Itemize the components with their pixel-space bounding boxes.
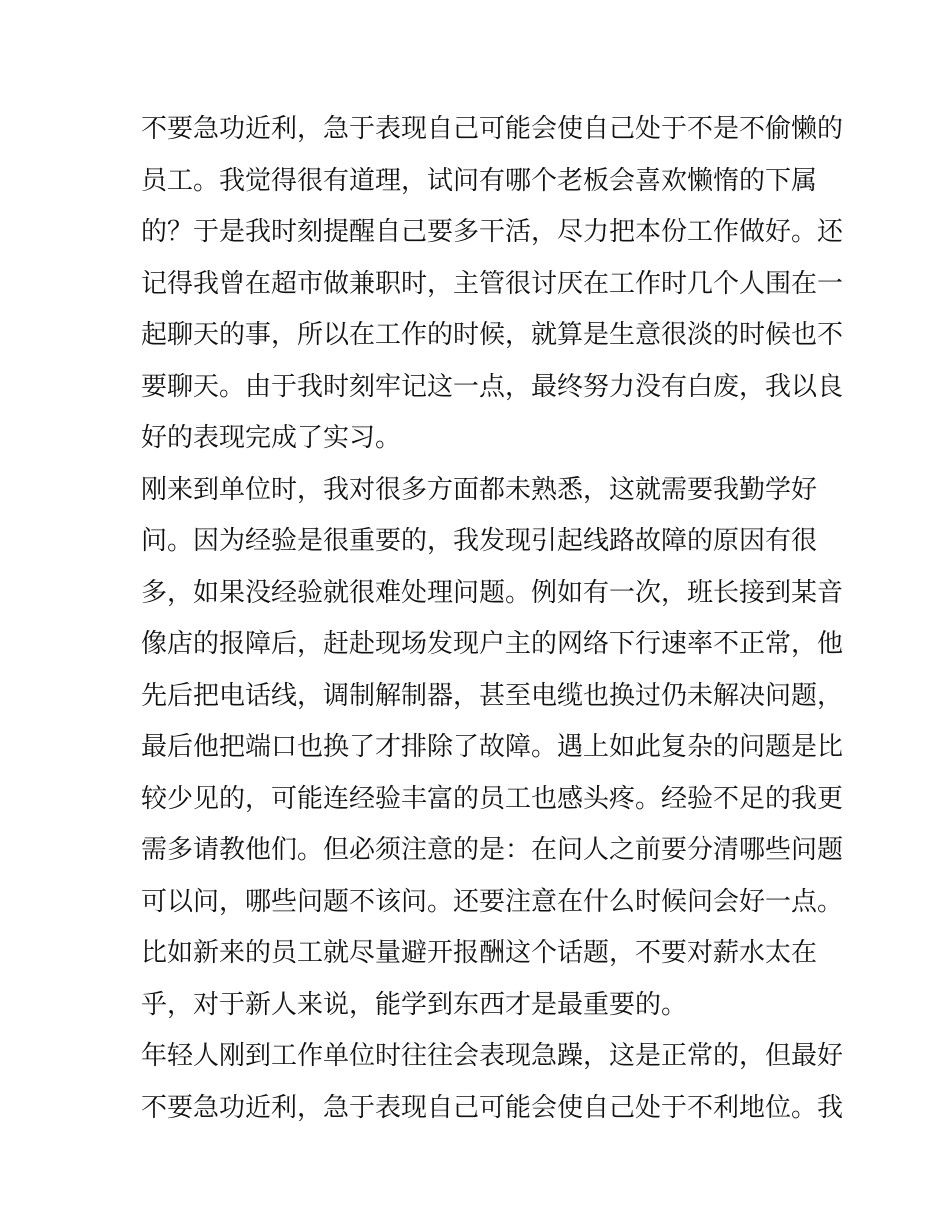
text-line: 年轻人刚到工作单位时往往会表现急躁，这是正常的，但最好	[141, 1041, 844, 1071]
text-line: 需多请教他们。但必须注意的是：在问人之前要分清哪些问题	[141, 835, 844, 865]
text-line: 多，如果没经验就很难处理问题。例如有一次，班长接到某音	[141, 577, 844, 608]
text-line: 最后他把端口也换了才排除了故障。遇上如此复杂的问题是比	[141, 732, 844, 762]
text-line: 像店的报障后，赶赴现场发现户主的网络下行速率不正常，他	[141, 629, 844, 659]
text-line: 员工。我觉得很有道理，试问有哪个老板会喜欢懒惰的下属	[141, 165, 818, 196]
text-line: 好的表现完成了实习。	[141, 423, 402, 453]
text-line: 可以问，哪些问题不该问。还要注意在什么时候问会好一点。	[141, 886, 844, 917]
text-line: 不要急功近利，急于表现自己可能会使自己处于不利地位。我	[141, 1092, 844, 1123]
text-line: 的？于是我时刻提醒自己要多干活，尽力把本份工作做好。还	[141, 217, 844, 247]
body-text	[141, 104, 844, 1134]
text-line: 问。因为经验是很重要的，我发现引起线路故障的原因有很	[141, 526, 818, 556]
text-line: 要聊天。由于我时刻牢记这一点，最终努力没有白废，我以良	[141, 371, 844, 402]
text-line: 起聊天的事，所以在工作的时候，就算是生意很淡的时候也不	[141, 320, 844, 350]
text-line: 比如新来的员工就尽量避开报酬这个话题，不要对薪水太在	[141, 938, 818, 968]
text-line: 刚来到单位时，我对很多方面都未熟悉，这就需要我勤学好	[141, 474, 818, 505]
text-line: 记得我曾在超市做兼职时，主管很讨厌在工作时几个人围在一	[141, 268, 844, 299]
text-line: 不要急功近利，急于表现自己可能会使自己处于不是不偷懒的	[141, 114, 844, 144]
text-line: 较少见的，可能连经验丰富的员工也感头疼。经验不足的我更	[141, 783, 844, 814]
text-line: 乎，对于新人来说，能学到东西才是最重要的。	[141, 989, 688, 1020]
text-line: 先后把电话线，调制解制器，甚至电缆也换过仍未解决问题，	[141, 680, 844, 711]
